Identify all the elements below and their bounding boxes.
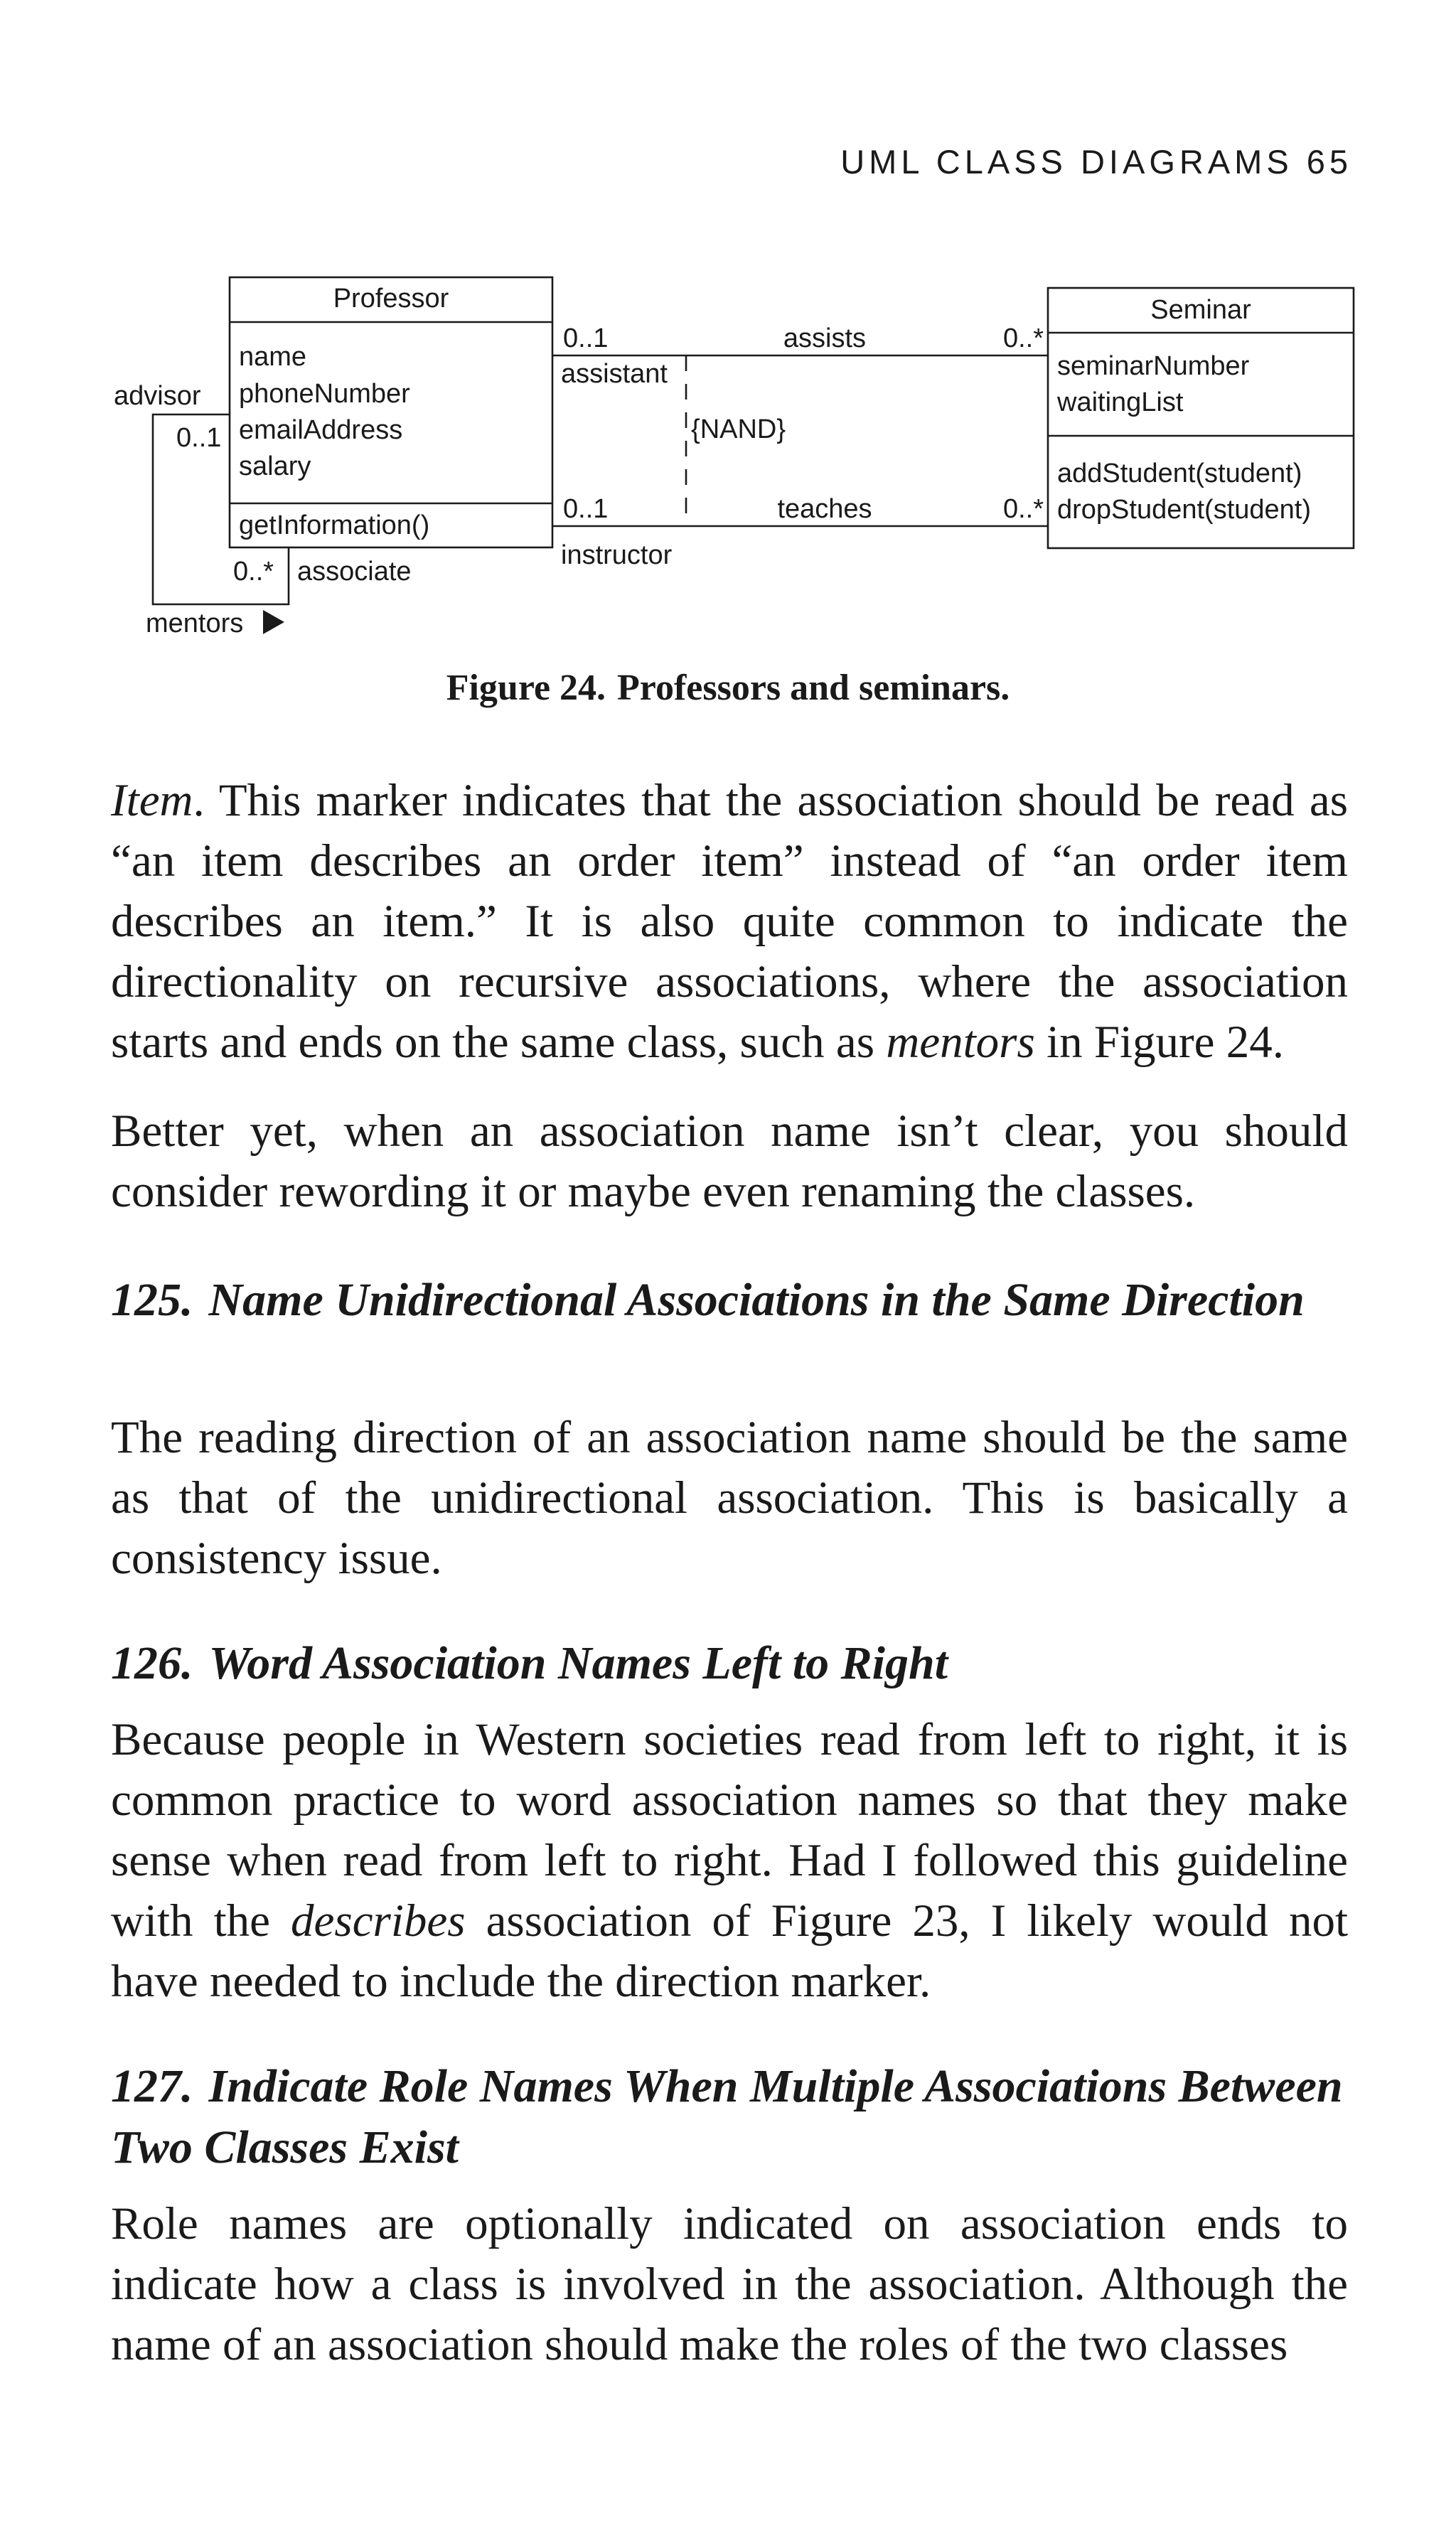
paragraph-item-marker (111, 771, 1348, 1073)
figure-caption-text: Professors and seminars. (617, 668, 1010, 708)
paragraph-text: in Figure 24. (1034, 1017, 1285, 1068)
seminar-class-name: Seminar (1150, 295, 1251, 325)
seminar-attribute: waitingList (1057, 387, 1184, 417)
paragraph-text: . This marker indicates that the association should be read as “an item describes an order item” instead of “an order item describes an item.” It is also quite common to indicate the directionality on recursive associations, where the association starts and ends on the same class, such as (111, 775, 1348, 1068)
guideline-title: Word Association Names Left to Right (208, 1637, 948, 1689)
seminar-operation: addStudent(student) (1057, 459, 1302, 488)
paragraph-guideline-125: The reading direction of an association name should be the same as that of the unidirectional association. This is basically a consistency issue. (111, 1412, 1348, 1584)
teaches-left-multiplicity: 0..1 (563, 494, 609, 524)
guideline-number: 126. (111, 1637, 193, 1689)
paragraph-lead-italic: Item (111, 775, 193, 826)
paragraph-text: association of Figure 23, I likely would not have needed to include the direction marker. (111, 1895, 1348, 2007)
advisor-multiplicity: 0..1 (176, 423, 222, 453)
assists-left-multiplicity: 0..1 (563, 323, 609, 353)
mentors-association-name: mentors (146, 609, 244, 638)
associate-role-name: associate (297, 557, 412, 587)
professor-operation: getInformation() (239, 510, 430, 540)
seminar-attribute: seminarNumber (1057, 351, 1250, 381)
paragraph-italic-term: describes (291, 1895, 466, 1947)
figure-caption-label: Figure 24. (446, 668, 606, 708)
professor-class-box (230, 277, 552, 547)
professor-attribute: phoneNumber (239, 379, 410, 409)
nand-constraint-label: {NAND} (691, 414, 786, 444)
guideline-title: Indicate Role Names When Multiple Associations Between Two Classes Exist (111, 2060, 1343, 2173)
teaches-association-name: teaches (777, 494, 872, 524)
guideline-title: Name Unidirectional Associations in the Same Direction (208, 1274, 1305, 1326)
guideline-heading-126 (111, 1633, 1362, 1694)
uml-class-diagram-figure (0, 0, 1456, 682)
paragraph-guideline-127: Role names are optionally indicated on association ends to indicate how a class is involved in the association. Although the name of an association should make the roles of the two classes (111, 2198, 1348, 2370)
paragraph-text: Because people in Western societies read from left to right, it is common practice to word association names so that they make sense when read from left to right. Had I followed this guideline with the (111, 1714, 1348, 1947)
running-head: UML CLASS DIAGRAMS 65 (840, 143, 1352, 181)
professor-attribute: emailAddress (239, 415, 403, 445)
associate-multiplicity: 0..* (233, 557, 274, 587)
guideline-number: 127. (111, 2060, 193, 2112)
assists-association-name: assists (783, 323, 867, 353)
professor-attribute: name (239, 342, 307, 372)
paragraph-guideline-126 (111, 1710, 1348, 2012)
seminar-operation: dropStudent(student) (1057, 495, 1312, 525)
teaches-right-multiplicity: 0..* (1002, 494, 1044, 524)
mentors-direction-arrow-icon (263, 610, 284, 634)
guideline-heading-125 (111, 1270, 1362, 1331)
advisor-role-name: advisor (114, 381, 201, 411)
uml-diagram (0, 0, 1456, 682)
assistant-role-name: assistant (561, 359, 668, 389)
guideline-heading-127 (111, 2056, 1362, 2178)
paragraph-better-yet: Better yet, when an association name isn’t clear, you should consider rewording it or maybe even renaming the classes. (111, 1106, 1348, 1217)
professor-class-name: Professor (333, 284, 449, 314)
instructor-role-name: instructor (561, 540, 673, 570)
professor-attribute: salary (239, 451, 311, 481)
guideline-number: 125. (111, 1274, 193, 1326)
figure-caption (0, 667, 1456, 709)
paragraph-italic-term: mentors (886, 1017, 1035, 1068)
assists-right-multiplicity: 0..* (1002, 323, 1044, 353)
